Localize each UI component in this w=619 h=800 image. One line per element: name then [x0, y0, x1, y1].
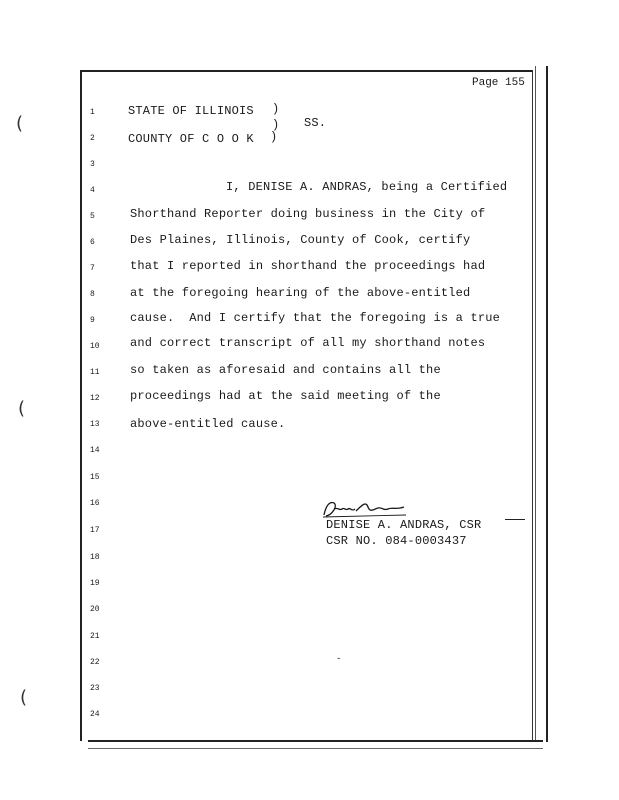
body-line: Shorthand Reporter doing business in the City of [130, 207, 486, 221]
body-line: and correct transcript of all my shorthand notes [130, 336, 486, 350]
body-line: at the foregoing hearing of the above-entitled [130, 286, 471, 300]
line-number: 4 [90, 186, 95, 195]
line-number: 6 [90, 238, 95, 247]
line-number: 2 [90, 134, 95, 143]
line-number: 17 [90, 526, 100, 535]
line-number: 8 [90, 290, 95, 299]
caption-bracket-mid: ) [272, 118, 280, 132]
caption-county: COUNTY OF C O O K [128, 132, 254, 146]
line-number: 5 [90, 212, 95, 221]
transcript-page [80, 70, 533, 741]
line-number: 18 [90, 553, 100, 562]
page-number-label: Page 155 [472, 77, 525, 89]
line-number: 15 [90, 473, 100, 482]
line-number: 10 [90, 342, 100, 351]
punch-mark-middle: ( [18, 398, 26, 419]
body-line: proceedings had at the said meeting of the [130, 389, 441, 403]
caption-bracket-bottom: ) [270, 130, 278, 144]
body-line: that I reported in shorthand the proceedings had [130, 259, 486, 273]
caption-ss: SS. [304, 116, 327, 130]
line-number: 24 [90, 710, 100, 719]
body-line: above-entitled cause. [130, 417, 286, 431]
line-number: 19 [90, 579, 100, 588]
line-number: 23 [90, 684, 100, 693]
line-number: 20 [90, 605, 100, 614]
page-bottom-edge [88, 740, 543, 749]
line-number: 7 [90, 264, 95, 273]
punch-mark-top: ( [16, 113, 24, 134]
line-number: 1 [90, 108, 95, 117]
signature-name: DENISE A. ANDRAS, CSR [326, 518, 482, 532]
page-edge-shadow [535, 66, 548, 742]
body-line: so taken as aforesaid and contains all the [130, 363, 441, 377]
signature-csr-number: CSR NO. 084-0003437 [326, 534, 467, 548]
line-number: 16 [90, 499, 100, 508]
stray-mark: - [336, 654, 342, 664]
line-number: 22 [90, 658, 100, 667]
body-line: cause. And I certify that the foregoing is a true [130, 311, 501, 325]
line-number: 9 [90, 316, 95, 325]
punch-mark-bottom: ( [20, 687, 28, 708]
line-number: 21 [90, 632, 100, 641]
body-line: Des Plaines, Illinois, County of Cook, certify [130, 233, 471, 247]
line-number: 12 [90, 394, 100, 403]
caption-state: STATE OF ILLINOIS [128, 104, 254, 118]
body-line: I, DENISE A. ANDRAS, being a Certified [226, 180, 508, 194]
line-number: 13 [90, 420, 100, 429]
signature-line-tail [505, 519, 525, 520]
line-number: 14 [90, 446, 100, 455]
line-number: 11 [90, 368, 100, 377]
caption-bracket-top: ) [272, 102, 280, 116]
line-number: 3 [90, 160, 95, 169]
